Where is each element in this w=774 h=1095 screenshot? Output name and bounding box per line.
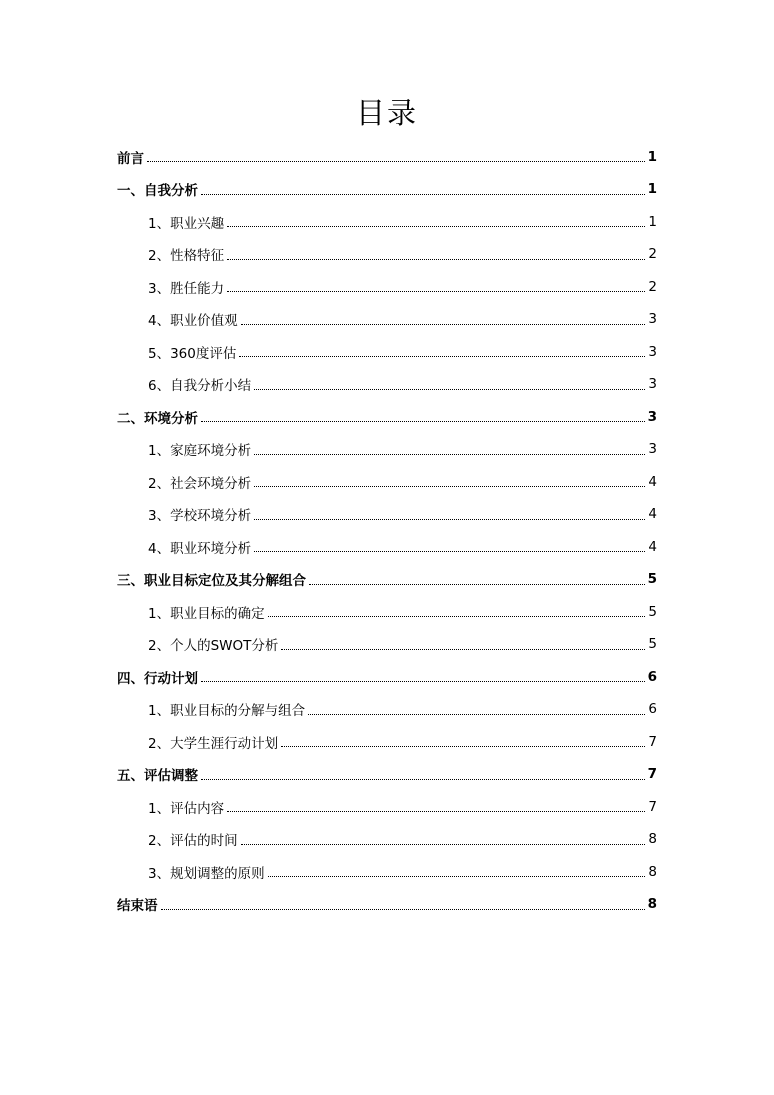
toc-page-number: 3 [647,408,657,425]
toc-section-entry[interactable] [0,465,774,498]
toc-entry-lead [148,602,265,622]
toc-entry-lead [117,407,198,427]
toc-entry-lead [148,212,224,232]
toc-chapter-entry[interactable] [0,400,774,433]
dot-leader [227,291,645,292]
toc-entry-label: 2、大学生涯行动计划 [148,735,279,752]
toc-section-entry[interactable] [0,823,774,856]
toc-page-number: 3 [648,376,657,392]
toc-page-number: 4 [648,538,657,555]
toc-section-entry[interactable] [0,595,774,628]
toc-section-entry[interactable] [0,368,774,401]
toc-entry-label: 5、360度评估 [148,345,237,362]
dot-leader [161,909,645,910]
dot-leader [227,811,645,812]
dot-leader [281,649,645,650]
toc-chapter-entry[interactable] [0,173,774,206]
toc-page-number: 5 [647,571,657,587]
toc-chapter-entry[interactable] [0,140,774,173]
dot-leader [308,714,645,715]
toc-entry-label: 1、职业目标的分解与组合 [148,703,306,719]
toc-page-number: 8 [647,896,657,912]
toc-entry-label: 二、环境分析 [117,410,198,427]
toc-section-entry[interactable] [0,335,774,368]
toc-entry-label: 6、自我分析小结 [148,378,252,394]
dot-leader [201,681,645,682]
toc-entry-label: 前言 [117,150,144,167]
dot-leader [227,259,645,260]
dot-leader [201,779,645,780]
toc-entry-label: 2、个人的SWOT分析 [148,638,279,654]
page-title: 目录 [355,96,418,130]
toc-entry-label: 四、行动计划 [117,670,198,687]
dot-leader [241,844,646,845]
toc-section-entry[interactable] [0,238,774,271]
toc-page-number: 3 [648,441,657,457]
toc-entry-lead [117,894,158,914]
toc-page-number: 1 [647,181,657,197]
toc-page-number: 4 [648,473,657,490]
toc-entry-lead [148,829,238,849]
toc-entry-label: 三、职业目标定位及其分解组合 [117,573,306,589]
toc-entry-lead [117,667,198,687]
toc-entry-lead [148,537,251,557]
toc-section-entry[interactable] [0,303,774,336]
toc-page-number: 8 [648,863,657,880]
toc-entry-lead [148,472,251,492]
dot-leader [147,161,645,162]
dot-leader [239,356,645,357]
toc-page-number: 1 [648,213,657,230]
toc-page-number: 7 [648,798,657,815]
dot-leader [254,389,645,390]
toc-page-number: 1 [647,148,657,165]
toc-entry-label: 1、职业兴趣 [148,215,225,232]
toc-page-number: 7 [648,733,657,750]
toc-page-number: 2 [648,278,657,295]
toc-page-number: 6 [648,701,657,717]
toc-entry-lead [148,439,251,459]
toc-entry-label: 4、职业环境分析 [148,540,252,557]
toc-entry-label: 2、评估的时间 [148,833,238,849]
toc-entry-label: 结束语 [117,898,158,914]
toc-entry-lead [117,179,198,199]
dot-leader [241,324,646,325]
toc-entry-label: 五、评估调整 [117,768,198,784]
toc-page-number: 4 [648,506,657,522]
toc-entry-label: 1、职业目标的确定 [148,605,265,622]
toc-page-number: 8 [648,831,657,847]
toc-page-number: 7 [647,766,657,782]
toc-chapter-entry[interactable] [0,660,774,693]
toc-entry-label: 1、家庭环境分析 [148,443,252,459]
toc-entry-lead [148,797,224,817]
toc-entry-lead [117,147,144,167]
dot-leader [254,454,645,455]
toc-entry-lead [148,342,236,362]
toc-entry-label: 3、学校环境分析 [148,508,252,524]
toc-section-entry[interactable] [0,433,774,466]
toc-section-entry[interactable] [0,855,774,888]
toc-chapter-entry[interactable] [0,888,774,921]
toc-entry-lead [117,764,198,784]
toc-section-entry[interactable] [0,693,774,726]
dot-leader [309,584,645,585]
toc-entry-lead [148,634,278,654]
dot-leader [227,226,645,227]
toc-entry-label: 2、性格特征 [148,248,225,264]
toc-entry-label: 3、胜任能力 [148,280,225,297]
toc-entry-lead [148,309,238,329]
toc-page-number: 2 [648,246,657,262]
toc-page-number: 3 [648,311,657,327]
dot-leader [281,746,645,747]
toc-section-entry[interactable] [0,498,774,531]
toc-section-entry[interactable] [0,790,774,823]
toc-page-number: 6 [647,668,657,685]
dot-leader [254,551,645,552]
toc-section-entry[interactable] [0,628,774,661]
toc-entry-label: 1、评估内容 [148,800,225,817]
toc-entry-lead [148,244,224,264]
toc-page-number: 3 [648,343,657,360]
toc-entry-label: 2、社会环境分析 [148,475,252,492]
dot-leader [201,194,645,195]
toc-entry-label: 一、自我分析 [117,183,198,199]
dot-leader [254,486,645,487]
toc-section-entry[interactable] [0,530,774,563]
dot-leader [254,519,645,520]
toc-entry-label: 4、职业价值观 [148,313,238,329]
dot-leader [201,421,645,422]
toc-section-entry[interactable] [0,725,774,758]
toc-entry-lead [148,732,278,752]
toc-entry-lead [148,374,251,394]
toc-entry-lead [148,699,305,719]
toc-entry-lead [148,862,265,882]
toc-entry-lead [117,569,306,589]
toc-chapter-entry[interactable] [0,758,774,791]
toc-section-entry[interactable] [0,205,774,238]
dot-leader [268,616,646,617]
toc-section-entry[interactable] [0,270,774,303]
toc-page-number: 5 [648,636,657,652]
toc-page-number: 5 [648,603,657,620]
dot-leader [268,876,646,877]
toc-entry-label: 3、规划调整的原则 [148,865,265,882]
toc-chapter-entry[interactable] [0,563,774,596]
toc-entry-lead [148,277,224,297]
toc-entry-lead [148,504,251,524]
